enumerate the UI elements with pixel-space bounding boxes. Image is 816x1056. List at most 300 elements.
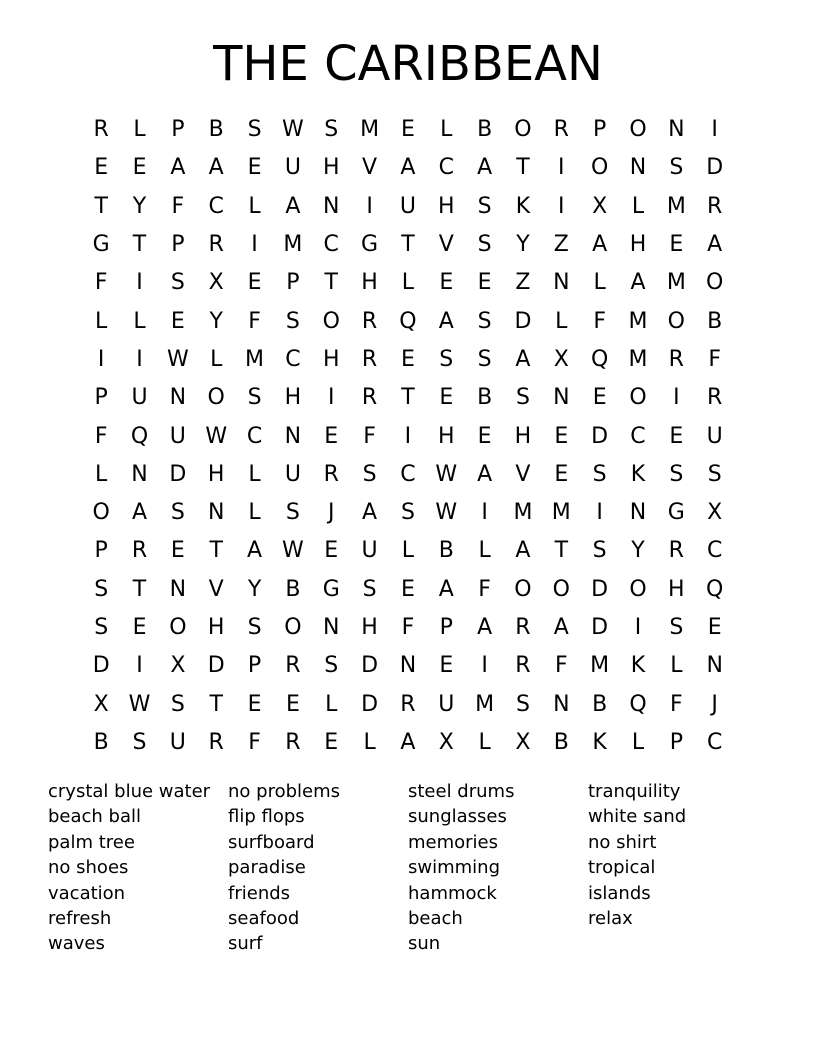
grid-letter: U (131, 385, 148, 411)
grid-letter: S (669, 615, 684, 640)
grid-letter: S (94, 615, 109, 640)
grid-letter: U (169, 729, 186, 755)
grid-letter: T (132, 576, 147, 602)
grid-letter: I (136, 270, 143, 296)
grid-letter: Q (629, 691, 647, 717)
grid-letter: E (400, 576, 415, 602)
grid-letter: E (439, 653, 454, 679)
grid-letter: B (477, 385, 493, 411)
grid-letter: D (361, 691, 379, 717)
grid-letter: H (437, 423, 455, 449)
grid-letter: A (400, 729, 416, 755)
grid-letter: N (323, 193, 340, 219)
grid-letter: X (438, 729, 454, 755)
grid-letter: E (669, 232, 684, 258)
grid-letter: L (478, 729, 491, 755)
grid-letter: R (707, 385, 723, 411)
grid-letter: E (324, 423, 339, 449)
grid-letter: O (552, 576, 570, 602)
grid-letter: O (629, 385, 647, 411)
grid-row (82, 149, 734, 187)
grid-letter: R (515, 615, 531, 640)
grid-letter: E (477, 270, 492, 296)
grid-letter: I (136, 653, 143, 679)
grid-letter: D (591, 615, 609, 640)
grid-letter: A (477, 615, 493, 640)
grid-letter: H (514, 423, 532, 449)
grid-letter: G (667, 500, 685, 526)
grid-letter: O (92, 500, 110, 526)
grid-letter: M (590, 653, 610, 679)
grid-letter: I (481, 653, 488, 679)
word-list-item: beach (408, 908, 463, 930)
grid-letter: S (170, 270, 185, 296)
word-list-item: no problems (228, 781, 340, 802)
grid-letter: R (131, 538, 148, 564)
grid-letter: W (282, 538, 304, 564)
grid-letter: F (171, 193, 185, 219)
grid-letter: E (439, 385, 454, 411)
word-column (48, 779, 228, 957)
grid-letter: B (553, 729, 569, 755)
grid-letter: H (207, 615, 225, 640)
grid-letter: R (668, 346, 684, 372)
grid-row (82, 264, 734, 302)
word-list-item: flip flops (228, 806, 305, 828)
grid-letter: N (284, 423, 302, 449)
grid-letter: O (284, 615, 302, 640)
grid-letter: M (551, 500, 571, 526)
grid-letter: E (132, 615, 147, 640)
grid-letter: L (210, 346, 223, 372)
grid-letter: A (285, 193, 301, 219)
grid-letter: E (400, 346, 415, 372)
grid-letter: G (322, 576, 340, 602)
word-list-item: crystal blue water (48, 781, 211, 802)
grid-letter: C (285, 346, 301, 372)
grid-letter: B (208, 117, 224, 143)
word-list-item: beach ball (48, 806, 142, 828)
word-list-item: memories (408, 831, 499, 853)
grid-letter: X (208, 270, 224, 296)
grid-letter: A (477, 461, 493, 487)
grid-letter: U (706, 423, 723, 449)
grid-letter: S (94, 576, 109, 602)
grid-letter: I (251, 232, 258, 258)
grid-letter: S (324, 117, 339, 143)
grid-letter: R (553, 117, 569, 143)
grid-letter: I (673, 385, 680, 411)
grid-letter: S (439, 346, 454, 372)
grid-letter: M (283, 232, 303, 258)
grid-letter: B (438, 538, 454, 564)
grid-letter: E (439, 270, 454, 296)
grid-row (82, 724, 734, 762)
word-list (48, 779, 788, 957)
grid-letter: R (361, 346, 378, 372)
grid-letter: N (553, 270, 570, 296)
grid-row (82, 302, 734, 340)
grid-letter: R (400, 691, 416, 717)
grid-letter: D (361, 653, 379, 679)
grid-letter: B (93, 729, 109, 755)
grid-letter: C (706, 729, 723, 755)
grid-letter: X (170, 653, 186, 679)
grid-letter: T (554, 538, 569, 564)
grid-letter: K (592, 729, 607, 755)
word-list-item: waves (48, 933, 105, 955)
word-list-item: tranquility (588, 781, 681, 802)
grid-letter: D (207, 653, 225, 679)
grid-letter: B (707, 308, 723, 334)
grid-letter: A (630, 270, 646, 296)
grid-letter: P (171, 232, 185, 258)
grid-letter: F (478, 576, 491, 602)
grid-letter: K (630, 461, 646, 487)
grid-letter: E (477, 423, 492, 449)
grid-letter: L (478, 538, 491, 564)
grid-letter: M (475, 691, 495, 717)
grid-letter: Q (399, 308, 417, 334)
grid-letter: S (477, 193, 492, 219)
grid-letter: S (247, 117, 262, 143)
grid-letter: S (170, 500, 185, 526)
grid-letter: O (590, 155, 609, 181)
grid-row (82, 609, 734, 647)
grid-letter: V (515, 461, 531, 487)
grid-letter: E (94, 155, 109, 181)
grid-letter: G (361, 232, 379, 258)
grid-letter: J (711, 691, 718, 717)
grid-letter: R (208, 729, 224, 755)
grid-letter: X (592, 193, 608, 219)
grid-letter: H (437, 193, 455, 219)
grid-letter: L (95, 461, 108, 487)
grid-letter: A (400, 155, 416, 181)
grid-letter: E (554, 461, 569, 487)
grid-letter: B (592, 691, 608, 717)
grid-letter: N (553, 385, 570, 411)
grid-row (82, 494, 734, 532)
grid-letter: C (706, 538, 723, 564)
word-list-item: no shirt (588, 831, 657, 853)
grid-letter: H (361, 270, 378, 296)
grid-letter: O (322, 308, 340, 334)
word-list-item: palm tree (48, 831, 135, 853)
grid-letter: A (477, 155, 493, 181)
grid-letter: O (514, 576, 532, 602)
grid-letter: R (668, 538, 684, 564)
grid-letter: D (591, 576, 609, 602)
grid-letter: M (628, 308, 648, 334)
word-list-item: surfboard (228, 831, 315, 853)
grid-letter: N (399, 653, 417, 679)
grid-letter: N (169, 576, 187, 602)
grid-letter: I (404, 423, 412, 449)
grid-letter: S (669, 461, 684, 487)
grid-letter: M (245, 346, 265, 372)
grid-row (82, 532, 734, 570)
page-title: THE CARIBBEAN (213, 36, 603, 92)
grid-row (82, 226, 734, 264)
grid-letter: F (248, 308, 261, 334)
grid-letter: W (435, 461, 458, 487)
grid-letter: Y (247, 576, 262, 602)
grid-letter: F (248, 729, 261, 755)
grid-letter: H (207, 461, 225, 487)
grid-letter: E (285, 691, 300, 717)
word-list-item: swimming (408, 857, 501, 879)
grid-letter: Y (132, 193, 147, 219)
grid-letter: T (94, 193, 108, 219)
grid-letter: B (285, 576, 301, 602)
grid-letter: Y (209, 308, 223, 334)
grid-letter: E (247, 270, 262, 296)
grid-letter: I (634, 615, 642, 640)
grid-letter: S (285, 308, 300, 334)
grid-letter: N (553, 691, 570, 717)
grid-letter: A (247, 538, 263, 564)
grid-letter: A (208, 155, 224, 181)
grid-row (82, 456, 734, 494)
grid-letter: L (133, 308, 146, 334)
grid-letter: E (247, 691, 262, 717)
word-list-item: surf (228, 933, 263, 955)
grid-letter: H (629, 232, 647, 258)
grid-letter: B (477, 117, 493, 143)
grid-letter: E (592, 385, 607, 411)
grid-letter: Y (631, 538, 645, 564)
grid-letter: V (362, 155, 378, 181)
word-list-item: seafood (228, 908, 300, 930)
grid-letter: S (324, 653, 339, 679)
grid-letter: Y (516, 232, 530, 258)
grid-letter: R (515, 653, 531, 679)
grid-letter: U (284, 155, 301, 181)
grid-row (82, 647, 734, 685)
grid-letter: R (361, 308, 378, 334)
grid-letter: S (477, 346, 492, 372)
grid-letter: O (207, 385, 225, 411)
grid-letter: S (707, 461, 722, 487)
grid-letter: H (361, 615, 378, 640)
grid-letter: I (558, 155, 565, 181)
word-list-item: hammock (408, 882, 497, 904)
grid-letter: M (513, 500, 533, 526)
grid-letter: U (399, 193, 416, 219)
grid-letter: E (400, 117, 415, 143)
grid-letter: S (247, 615, 262, 640)
grid-letter: O (629, 576, 647, 602)
grid-letter: P (94, 385, 108, 411)
grid-letter: M (360, 117, 380, 143)
grid-letter: I (558, 193, 565, 219)
grid-letter: L (631, 193, 645, 219)
word-list-item: islands (588, 882, 651, 904)
grid-letter: S (170, 691, 185, 717)
word-list-item: sunglasses (408, 806, 507, 828)
grid-letter: L (133, 117, 146, 143)
word-column (228, 779, 408, 957)
grid-letter: N (207, 500, 225, 526)
grid-letter: U (438, 691, 455, 717)
grid-letter: N (323, 615, 340, 640)
grid-letter: T (516, 155, 530, 181)
grid-letter: C (323, 232, 339, 258)
grid-letter: P (669, 729, 683, 755)
grid-letter: L (401, 538, 415, 564)
grid-letter: O (629, 117, 647, 143)
grid-letter: L (248, 461, 261, 487)
grid-letter: X (553, 346, 569, 372)
grid-letter: S (400, 500, 415, 526)
grid-letter: N (629, 500, 647, 526)
grid-letter: S (515, 691, 530, 717)
grid-letter: S (477, 232, 492, 258)
word-list-item: sun (408, 933, 441, 955)
grid-letter: I (596, 500, 603, 526)
grid-letter: A (438, 308, 454, 334)
grid-letter: A (170, 155, 186, 181)
grid-letter: P (247, 653, 262, 679)
grid-letter: K (515, 193, 531, 219)
grid-letter: A (707, 232, 723, 258)
grid-letter: L (248, 193, 261, 219)
grid-letter: A (515, 538, 531, 564)
grid-letter: E (669, 423, 684, 449)
grid-letter: T (209, 538, 223, 564)
grid-row (82, 111, 734, 149)
grid-letter: L (325, 691, 338, 717)
grid-letter: A (553, 615, 569, 640)
grid-letter: W (205, 423, 228, 449)
grid-letter: A (438, 576, 454, 602)
grid-letter: V (208, 576, 224, 602)
grid-letter: L (363, 729, 376, 755)
grid-letter: E (247, 155, 262, 181)
grid-letter: F (554, 653, 568, 679)
word-list-item: tropical (588, 857, 656, 879)
grid-letter: C (400, 461, 416, 487)
grid-letter: H (284, 385, 302, 411)
grid-letter: S (362, 461, 377, 487)
grid-letter: I (136, 346, 143, 372)
grid-letter: F (670, 691, 683, 717)
grid-letter: F (94, 270, 108, 296)
grid-letter: F (363, 423, 376, 449)
grid-letter: L (95, 308, 108, 334)
grid-letter: N (629, 155, 647, 181)
grid-letter: W (435, 500, 458, 526)
grid-letter: Q (590, 346, 609, 372)
grid-letter: G (92, 232, 110, 258)
grid-letter: P (593, 117, 607, 143)
grid-letter: D (169, 461, 187, 487)
grid-letter: L (440, 117, 453, 143)
word-list-item: refresh (48, 908, 112, 930)
grid-letter: S (515, 385, 530, 411)
grid-row (82, 685, 734, 723)
grid-row (82, 188, 734, 226)
grid-letter: P (171, 117, 185, 143)
grid-letter: E (132, 155, 147, 181)
grid-letter: U (361, 538, 378, 564)
word-list-item: white sand (588, 806, 687, 828)
grid-letter: P (94, 538, 108, 564)
grid-letter: S (247, 385, 262, 411)
grid-row (82, 417, 734, 455)
grid-letter: S (362, 576, 377, 602)
grid-letter: C (246, 423, 263, 449)
word-list-item: steel drums (408, 781, 515, 802)
grid-letter: L (248, 500, 261, 526)
grid-letter: S (285, 500, 300, 526)
grid-letter: C (630, 423, 646, 449)
grid-letter: T (132, 232, 147, 258)
grid-letter: D (514, 308, 532, 334)
grid-letter: J (327, 500, 335, 526)
grid-letter: L (670, 653, 683, 679)
grid-letter: M (666, 270, 686, 296)
grid-letter: D (706, 155, 724, 181)
word-column (408, 779, 588, 957)
grid-letter: T (324, 270, 338, 296)
grid-row (82, 341, 734, 379)
grid-letter: R (93, 117, 109, 143)
grid-letter: N (169, 385, 187, 411)
grid-letter: Z (515, 270, 531, 296)
word-list-item: no shoes (48, 857, 129, 879)
grid-letter: D (591, 423, 609, 449)
grid-letter: W (128, 691, 151, 717)
grid-letter: S (132, 729, 147, 755)
grid-letter: M (666, 193, 686, 219)
grid-letter: L (593, 270, 606, 296)
grid-letter: F (401, 615, 415, 640)
grid-letter: N (668, 117, 685, 143)
grid-letter: H (322, 155, 340, 181)
grid-letter: X (515, 729, 531, 755)
grid-letter: O (667, 308, 685, 334)
grid-letter: C (208, 193, 224, 219)
grid-letter: D (92, 653, 110, 679)
word-list-item: paradise (228, 857, 306, 879)
grid-letter: E (707, 615, 722, 640)
grid-letter: F (94, 423, 108, 449)
grid-row (82, 379, 734, 417)
grid-letter: E (324, 538, 339, 564)
grid-letter: T (209, 691, 223, 717)
grid-letter: O (514, 117, 532, 143)
grid-letter: T (401, 385, 415, 411)
grid-letter: L (631, 729, 645, 755)
grid-letter: A (592, 232, 608, 258)
grid-letter: R (707, 193, 723, 219)
grid-letter: S (669, 155, 684, 181)
grid-letter: R (285, 729, 301, 755)
grid-letter: K (630, 653, 646, 679)
grid-letter: R (208, 232, 224, 258)
grid-letter: U (284, 461, 301, 487)
word-list-item: vacation (48, 882, 126, 904)
word-column (588, 779, 768, 957)
grid-letter: E (554, 423, 569, 449)
grid-letter: W (166, 346, 189, 372)
grid-letter: O (169, 615, 187, 640)
grid-letter: Z (553, 232, 569, 258)
grid-row (82, 571, 734, 609)
grid-letter: I (327, 385, 335, 411)
